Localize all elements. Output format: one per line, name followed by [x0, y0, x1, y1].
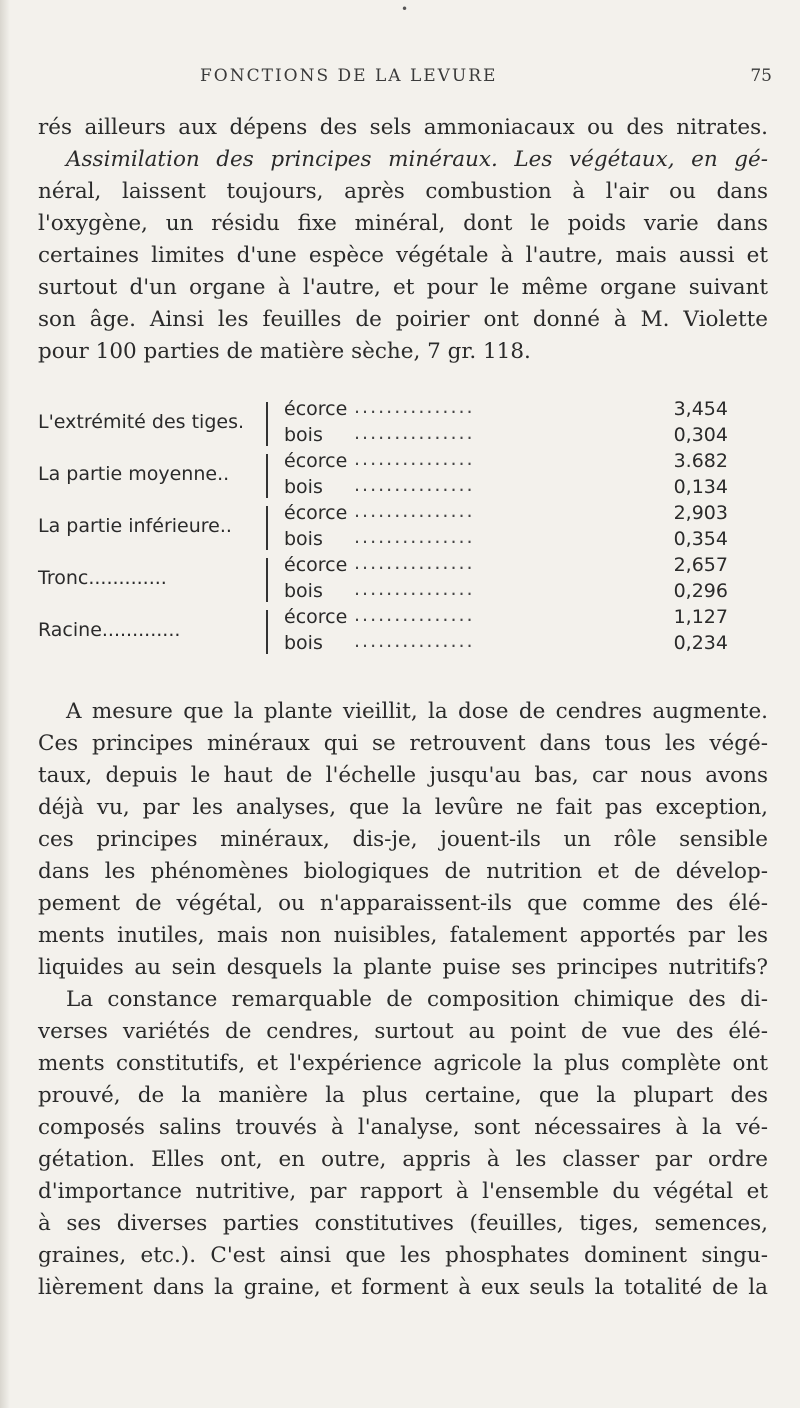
text-line: ments inutiles, mais non nuisibles, fatalement apportés par les [38, 923, 768, 948]
text-line: Ces principes minéraux qui se retrouvent dans tous les végé- [38, 731, 768, 756]
table-group [38, 398, 738, 450]
text-line: taux, depuis le haut de l'échelle jusqu'au bas, car nous avons [38, 763, 768, 788]
table-row [284, 554, 728, 580]
text-line: surtout d'un organe à l'autre, et pour le même organe suivant [38, 275, 768, 300]
paragraph-1 [38, 112, 768, 368]
page-header [200, 66, 780, 90]
text-line: ments constitutifs, et l'expérience agricole la plus complète ont [38, 1051, 768, 1076]
text-line: liquides au sein desquels la plante puise ses principes nutritifs? [38, 955, 768, 980]
text-line: A mesure que la plante vieillit, la dose de cendres augmente. [66, 699, 768, 724]
group-label: Tronc............. [38, 567, 167, 589]
paragraph-2 [38, 696, 768, 1304]
table-group [38, 502, 738, 554]
part-name: écorce [284, 502, 348, 524]
text-line: lièrement dans la graine, et forment à eux seuls la totalité de la [38, 1275, 768, 1300]
part-name: bois [284, 528, 323, 550]
page-gutter-shadow [0, 0, 10, 1408]
ash-value: 3,454 [673, 398, 728, 420]
leader-dots: ............... [354, 604, 475, 626]
table-row [284, 528, 728, 554]
table-row [284, 476, 728, 502]
part-name: écorce [284, 606, 348, 628]
group-label: L'extrémité des tiges. [38, 411, 245, 433]
text-line: pour 100 parties de matière sèche, 7 gr. 118. [38, 339, 531, 364]
ash-value: 2,657 [673, 554, 728, 576]
top-mark: • [401, 2, 409, 16]
brace [266, 610, 273, 654]
running-head: FONCTIONS DE LA LEVURE [200, 66, 498, 86]
leader-dots: ............... [354, 630, 475, 652]
table-row [284, 424, 728, 450]
text-line: gétation. Elles ont, en outre, appris à les classer par ordre [38, 1147, 768, 1172]
text-line: rés ailleurs aux dépens des sels ammoniacaux ou des nitrates. [38, 115, 768, 140]
ash-value: 0,296 [673, 580, 728, 602]
leader-dots: ............... [354, 448, 475, 470]
italic-heading: Assimilation [66, 147, 200, 172]
part-name: bois [284, 476, 323, 498]
part-name: écorce [284, 554, 348, 576]
text-line: néral, laissent toujours, après combustion à l'air ou dans [38, 179, 768, 204]
ash-value: 1,127 [673, 606, 728, 628]
leader-dots: ............... [354, 422, 475, 444]
table-row [284, 580, 728, 606]
text-line: pement de végétal, ou n'apparaissent-ils que comme des élé- [38, 891, 768, 916]
text-line: ces principes minéraux, dis-je, jouent-ils un rôle sensible [38, 827, 768, 852]
table-group [38, 606, 738, 658]
ash-table [38, 398, 738, 658]
table-row [284, 606, 728, 632]
leader-dots: ............... [354, 552, 475, 574]
table-row [284, 632, 728, 658]
group-label: Racine............. [38, 619, 181, 641]
ash-value: 0,304 [673, 424, 728, 446]
table-row [284, 398, 728, 424]
text-line: verses variétés de cendres, surtout au point de vue des élé- [38, 1019, 768, 1044]
text-line: à ses diverses parties constitutives (feuilles, tiges, semences, [38, 1211, 768, 1236]
ash-value: 0,134 [673, 476, 728, 498]
text-line: dans les phénomènes biologiques de nutrition et de dévelop- [38, 859, 768, 884]
leader-dots: ............... [354, 526, 475, 548]
leader-dots: ............... [354, 396, 475, 418]
table-row [284, 450, 728, 476]
ash-value: 2,903 [673, 502, 728, 524]
group-label: La partie inférieure.. [38, 515, 232, 537]
text-line-rest: des principes minéraux. Les végétaux, en gé- [216, 147, 768, 172]
text-line: son âge. Ainsi les feuilles de poirier ont donné à M. Violette [38, 307, 768, 332]
text-line [38, 144, 768, 176]
text-line: l'oxygène, un résidu fixe minéral, dont le poids varie dans [38, 211, 768, 236]
brace [266, 506, 273, 550]
table-group [38, 450, 738, 502]
text-line: d'importance nutritive, par rapport à l'ensemble du végétal et [38, 1179, 768, 1204]
leader-dots: ............... [354, 578, 475, 600]
text-line: graines, etc.). C'est ainsi que les phosphates dominent singu- [38, 1243, 768, 1268]
text-line: composés salins trouvés à l'analyse, sont nécessaires à la vé- [38, 1115, 768, 1140]
part-name: écorce [284, 450, 348, 472]
text-line: certaines limites d'une espèce végétale à l'autre, mais aussi et [38, 243, 768, 268]
leader-dots: ............... [354, 500, 475, 522]
brace [266, 402, 273, 446]
ash-value: 0,354 [673, 528, 728, 550]
table-row [284, 502, 728, 528]
part-name: bois [284, 424, 323, 446]
brace [266, 454, 273, 498]
text-line: prouvé, de la manière la plus certaine, que la plupart des [38, 1083, 768, 1108]
part-name: bois [284, 580, 323, 602]
ash-value: 0,234 [673, 632, 728, 654]
page-number: 75 [750, 66, 772, 86]
text-line: déjà vu, par les analyses, que la levûre ne fait pas exception, [38, 795, 768, 820]
group-label: La partie moyenne.. [38, 463, 230, 485]
leader-dots: ............... [354, 474, 475, 496]
table-group [38, 554, 738, 606]
part-name: bois [284, 632, 323, 654]
ash-value: 3.682 [673, 450, 728, 472]
text-line: La constance remarquable de composition chimique des di- [66, 987, 768, 1012]
brace [266, 558, 273, 602]
part-name: écorce [284, 398, 348, 420]
